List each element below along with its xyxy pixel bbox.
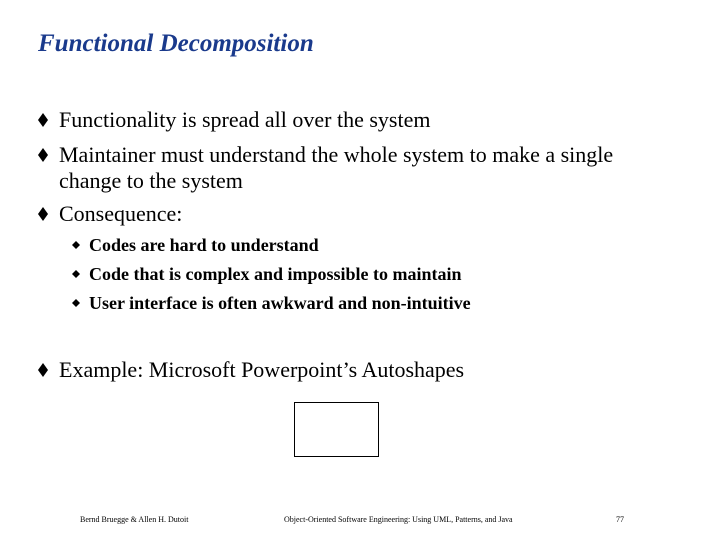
example-bullet (38, 357, 678, 383)
footer-authors: Bernd Bruegge & Allen H. Dutoit (80, 515, 189, 524)
diamond-bullet-icon (38, 363, 48, 377)
autoshape-rectangle (294, 402, 379, 457)
bullet-item (38, 107, 678, 133)
bullet-item (38, 142, 678, 194)
example-text: Example: Microsoft Powerpoint’s Autoshapes (59, 357, 465, 382)
sub-bullet-text: Code that is complex and impossible to maintain (89, 264, 462, 284)
footer-book-title: Object-Oriented Software Engineering: Using UML, Patterns, and Java (284, 515, 513, 524)
sub-bullet-text: User interface is often awkward and non-intuitive (89, 293, 471, 313)
page-number: 77 (616, 515, 624, 524)
bullet-text: Maintainer must understand the whole system to make a single change to the system (59, 142, 614, 193)
diamond-bullet-icon (38, 113, 48, 127)
small-diamond-bullet-icon (72, 270, 80, 278)
small-diamond-bullet-icon (72, 299, 80, 307)
bullet-text: Consequence: (59, 201, 183, 226)
sub-bullet-item (72, 264, 672, 284)
sub-bullet-text: Codes are hard to understand (89, 235, 319, 255)
diamond-bullet-icon (38, 207, 48, 221)
small-diamond-bullet-icon (72, 241, 80, 249)
sub-bullet-item (72, 235, 672, 255)
slide-title: Functional Decomposition (38, 30, 314, 57)
bullet-text: Functionality is spread all over the system (59, 107, 431, 132)
sub-bullet-item (72, 293, 672, 313)
diamond-bullet-icon (38, 148, 48, 162)
bullet-item (38, 201, 678, 227)
